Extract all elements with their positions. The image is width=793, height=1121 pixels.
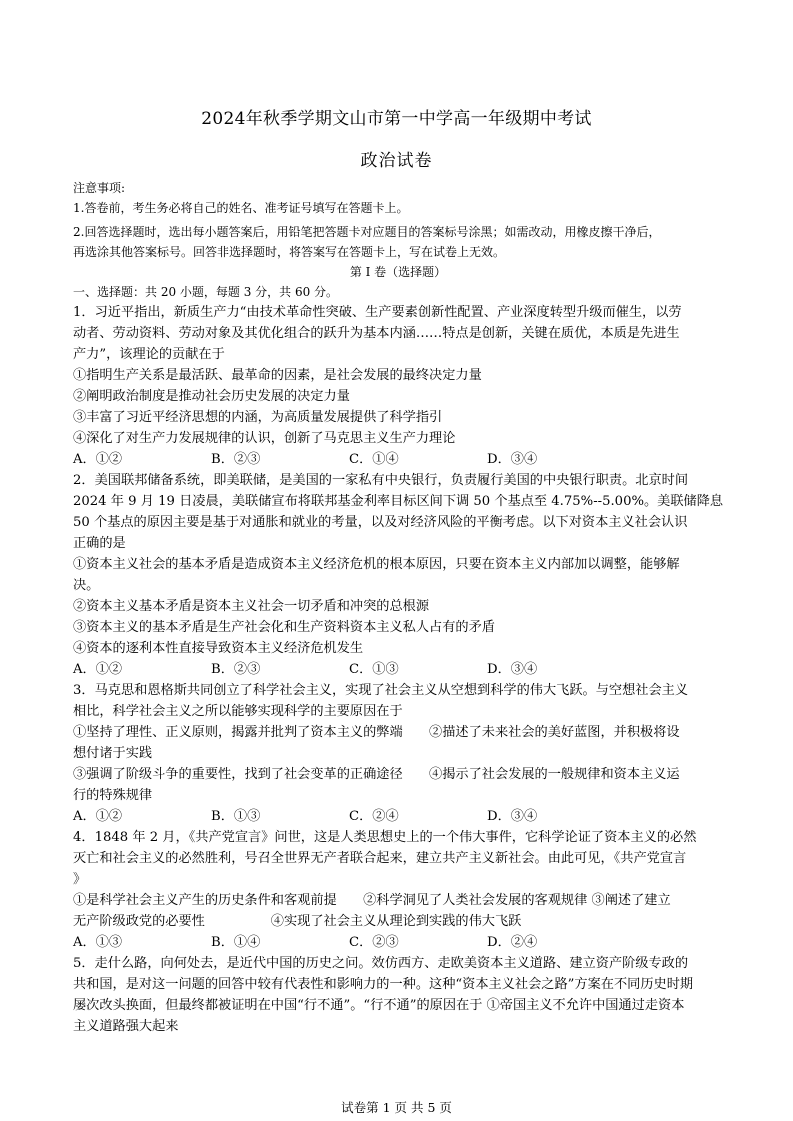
question-1	[73, 302, 723, 470]
question-line: 动者、劳动资料、劳动对象及其优化组合的跃升为基本内涵……特点是创新，关键在质优，本质是先进生	[73, 326, 680, 341]
option-b: B．①③	[211, 809, 261, 824]
question-line: ④资本的逐利本性直接导致资本主义经济危机发生	[73, 641, 364, 656]
question-3	[73, 680, 723, 827]
answer-options	[73, 932, 723, 953]
notice-heading: 注意事项:	[73, 181, 126, 195]
question-line: 决。	[73, 578, 100, 593]
question-line: ③强调了阶级斗争的重要性，找到了社会变革的正确途径 ④揭示了社会发展的一般规律和资本主义运	[73, 767, 680, 782]
question-line: ③资本主义的基本矛盾是生产社会化和生产资料资本主义私人占有的矛盾	[73, 620, 495, 635]
option-b: B．②③	[211, 662, 261, 677]
option-c: C．②④	[349, 809, 399, 824]
notice-section	[73, 178, 723, 302]
question-line: 2．美国联邦储备系统，即美联储，是美国的一家私有中央银行，负责履行美国的中央银行职责。北京时间	[73, 473, 689, 488]
question-line: ①是科学社会主义产生的历史条件和客观前提 ②科学洞见了人类社会发展的客观规律 ③阐述了建立	[73, 893, 671, 908]
notice-item-2-line-2: 再选涂其他答案标号。回答非选择题时，将答案写在答题卡上，写在试卷上无效。	[73, 245, 506, 259]
question-line: 主义道路强大起来	[73, 1019, 179, 1034]
option-a: A．①③	[73, 935, 123, 950]
question-line: 产力”，该理论的贡献在于	[73, 347, 225, 362]
question-line: 共和国，是对这一问题的回答中较有代表性和影响力的一种。这种“资本主义社会之路”方案在不同历史时期	[73, 977, 694, 992]
question-line: ①坚持了理性、正义原则，揭露并批判了资本主义的弊端 ②描述了未来社会的美好蓝图，并积极将设	[73, 725, 680, 740]
question-line: ①指明生产关系是最活跃、最革命的因素，是社会发展的最终决定力量	[73, 368, 482, 383]
volume-heading: 第 I 卷（选择题）	[349, 265, 447, 279]
option-d: D．②④	[487, 935, 538, 950]
question-line: 》	[73, 872, 87, 887]
option-d: D．③④	[487, 662, 538, 677]
question-line: ③丰富了习近平经济思想的内涵，为高质量发展提供了科学指引	[73, 410, 443, 425]
question-line: 4．1848 年 2 月，《共产党宣言》问世，这是人类思想史上的一个伟大事件，它科学论证了资本主义的必然	[73, 830, 697, 845]
notice-item-1: 1.答卷前，考生务必将自己的姓名、准考证号填写在答题卡上。	[73, 201, 409, 215]
answer-options	[73, 806, 723, 827]
page-footer: 试卷第 1 页 共 5 页	[341, 1100, 452, 1115]
answer-options	[73, 659, 723, 680]
question-line: ②阐明政治制度是推动社会历史发展的决定力量	[73, 389, 350, 404]
question-2	[73, 470, 723, 680]
question-line: 行的特殊规律	[73, 788, 153, 803]
question-line: 无产阶级政党的必要性 ④实现了社会主义从理论到实践的伟大飞跃	[73, 914, 522, 929]
exam-title: 2024年秋季学期文山市第一中学高一年级期中考试	[201, 109, 592, 129]
option-a: A．①②	[73, 809, 123, 824]
question-line: 1．习近平指出，新质生产力“由技术革命性突破、生产要素创新性配置、产业深度转型升级而催生，以劳	[73, 305, 682, 320]
exam-subtitle: 政治试卷	[360, 151, 433, 171]
question-line: 50 个基点的原因主要是基于对通胀和就业的考量，以及对经济风险的平衡考虑。以下对资本主义社会认识	[73, 515, 688, 530]
question-line: 屡次改头换面，但最终都被证明在中国“行不通”。“行不通”的原因在于 ①帝国主义不允许中国通过走资本	[73, 998, 685, 1013]
question-line: 想付诸于实践	[73, 746, 153, 761]
option-a: A．①②	[73, 662, 123, 677]
question-4	[73, 827, 723, 953]
question-line: 相比，科学社会主义之所以能够实现科学的主要原因在于	[73, 704, 403, 719]
question-line: ②资本主义基本矛盾是资本主义社会一切矛盾和冲突的总根源	[73, 599, 430, 614]
question-line: 2024 年 9 月 19 日凌晨，美联储宣布将联邦基金利率目标区间下调 50 个基点至 4.75%--5.00%。美联储降息	[73, 494, 724, 509]
answer-options	[73, 449, 723, 470]
question-5	[73, 953, 723, 1037]
question-line: 5．走什么路，向何处去，是近代中国的历史之问。效仿西方、走欧美资本主义道路、建立资产阶级专政的	[73, 956, 689, 971]
option-d: D．③④	[487, 452, 538, 467]
option-c: C．②③	[349, 935, 399, 950]
question-line: ④深化了对生产力发展规律的认识，创新了马克思主义生产力理论	[73, 431, 456, 446]
question-line: 3．马克思和恩格斯共同创立了科学社会主义，实现了社会主义从空想到科学的伟大飞跃。与空想社会主义	[73, 683, 689, 698]
option-c: C．①④	[349, 452, 399, 467]
option-c: C．①③	[349, 662, 399, 677]
section-instruction: 一、选择题：共 20 小题，每题 3 分，共 60 分。	[73, 285, 339, 299]
option-b: B．②③	[211, 452, 261, 467]
question-line: 正确的是	[73, 536, 126, 551]
questions-section	[73, 302, 723, 1037]
option-d: D．③④	[487, 809, 538, 824]
question-line: 灭亡和社会主义的必然胜利，号召全世界无产者联合起来，建立共产主义新社会。由此可见，《共产党宣言	[73, 851, 687, 866]
option-b: B．①④	[211, 935, 261, 950]
question-line: ①资本主义社会的基本矛盾是造成资本主义经济危机的根本原因，只要在资本主义内部加以调整，能够解	[73, 557, 680, 572]
notice-item-2-line-1: 2.回答选择题时，选出每小题答案后，用铅笔把答题卡对应题目的答案标号涂黑；如需改动，用橡皮擦干净后，	[73, 225, 661, 239]
option-a: A．①②	[73, 452, 123, 467]
